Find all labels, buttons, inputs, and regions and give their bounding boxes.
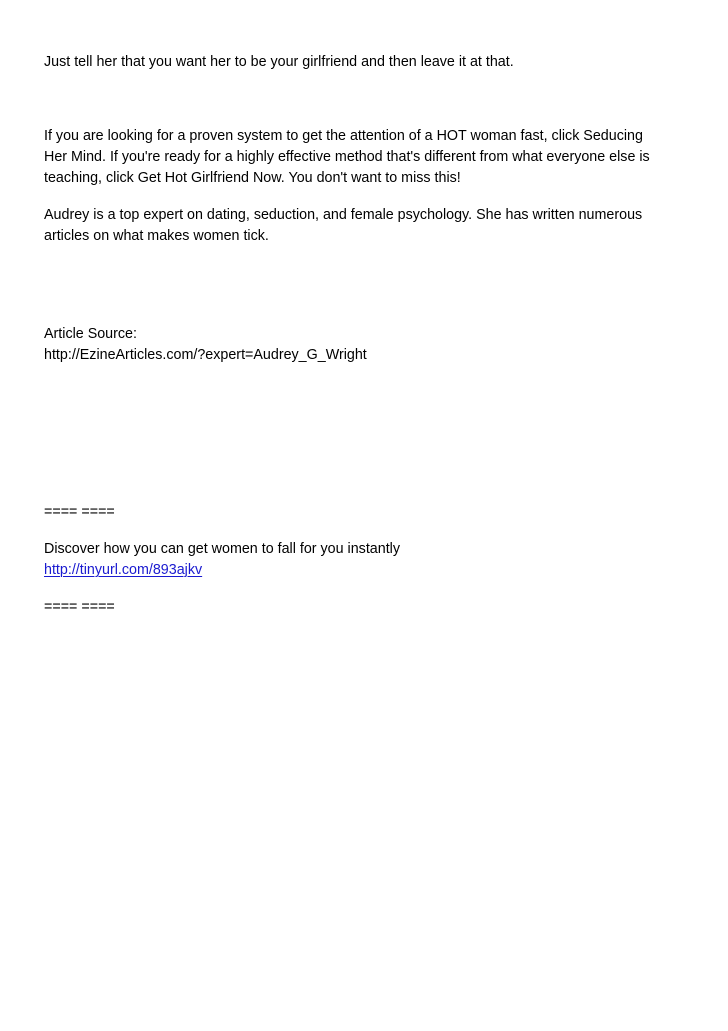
promo-paragraph-line: If you are looking for a proven system to get the attention of a HOT woman fast, click Seducing: [44, 128, 643, 144]
footer-promo-link-row: [44, 560, 202, 580]
article-source-url: http://EzineArticles.com/?expert=Audrey_G_Wright: [44, 347, 367, 363]
separator-top: ==== ====: [44, 504, 115, 520]
author-bio-line: Audrey is a top expert on dating, seduction, and female psychology. She has written numerous: [44, 207, 643, 223]
promo-paragraph-line: teaching, click Get Hot Girlfriend Now. You don't want to miss this!: [44, 170, 461, 186]
footer-promo-text: Discover how you can get women to fall for you instantly: [44, 541, 401, 557]
closing-line: Just tell her that you want her to be your girlfriend and then leave it at that.: [44, 54, 514, 70]
promo-paragraph-line: Her Mind. If you're ready for a highly effective method that's different from what everyone else is: [44, 149, 650, 165]
article-source-label: Article Source:: [44, 326, 137, 342]
separator-bottom: ==== ====: [44, 599, 115, 615]
footer-promo-link[interactable]: http://tinyurl.com/893ajkv: [44, 562, 203, 578]
author-bio-line: articles on what makes women tick.: [44, 228, 269, 244]
